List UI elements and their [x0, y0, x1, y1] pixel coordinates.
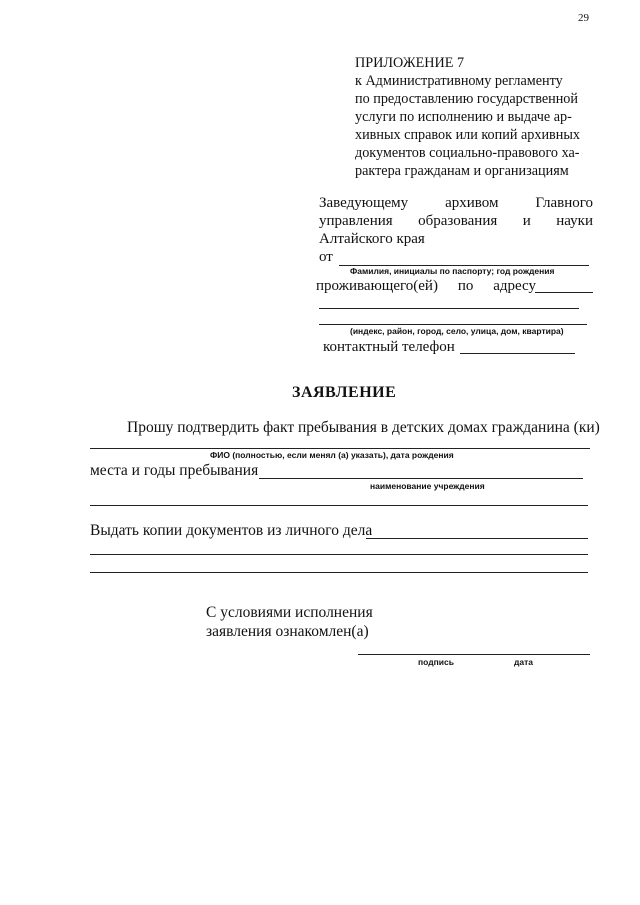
- fio-caption: ФИО (полностью, если менял (а) указать), дата рождения: [210, 450, 454, 460]
- address-field[interactable]: [319, 324, 587, 325]
- institution-caption: наименование учреждения: [370, 481, 485, 491]
- phone-label: контактный телефон: [323, 339, 455, 355]
- acknowledgement-line-2: заявления ознакомлен(а): [206, 623, 369, 640]
- addressee-word: науки: [556, 213, 593, 229]
- appendix-line: документов социально-правового ха-: [355, 145, 580, 161]
- addressee-line-2: [319, 213, 593, 230]
- copies-field[interactable]: [366, 538, 588, 539]
- addressee-word: и: [522, 213, 531, 229]
- places-field[interactable]: [259, 478, 583, 479]
- appendix-heading: ПРИЛОЖЕНИЕ 7: [355, 55, 465, 71]
- date-caption: дата: [514, 657, 534, 667]
- appendix-line: услуги по исполнению и выдаче ар-: [355, 109, 572, 125]
- addressee-word: Главного: [535, 195, 593, 211]
- signature-field[interactable]: [358, 654, 590, 655]
- appendix-line: по предоставлению государственной: [355, 91, 578, 107]
- addressee-word: Заведующему: [319, 195, 409, 211]
- appendix-line: хивных справок или копий архивных: [355, 127, 580, 143]
- request-line: Прошу подтвердить факт пребывания в детских домах гражданина (ки): [127, 419, 600, 436]
- phone-field[interactable]: [460, 353, 575, 354]
- address-field[interactable]: [535, 292, 593, 293]
- addressee-line-1: [319, 195, 593, 212]
- residing-word: проживающего(ей): [316, 278, 438, 294]
- residing-word: адресу: [493, 278, 536, 294]
- from-label: от: [319, 249, 333, 265]
- address-field[interactable]: [319, 308, 579, 309]
- places-field[interactable]: [90, 505, 588, 506]
- addressee-word: управления: [319, 213, 393, 229]
- addressee-word: архивом: [445, 195, 499, 211]
- copies-field[interactable]: [90, 572, 588, 573]
- appendix-line: рактера гражданам и организациям: [355, 163, 569, 179]
- copies-label: Выдать копии документов из личного дела: [90, 522, 373, 539]
- appendix-line: к Административному регламенту: [355, 73, 563, 89]
- page-number: 29: [578, 12, 589, 24]
- statement-title: ЗАЯВЛЕНИЕ: [292, 384, 397, 401]
- acknowledgement-line-1: С условиями исполнения: [206, 604, 373, 621]
- addressee-word: образования: [418, 213, 498, 229]
- fio-field[interactable]: [90, 448, 590, 449]
- places-label: места и годы пребывания: [90, 462, 259, 479]
- copies-field[interactable]: [90, 554, 588, 555]
- residing-word: по: [457, 278, 474, 294]
- address-caption: (индекс, район, город, село, улица, дом, квартира): [350, 326, 564, 336]
- addressee-line-3: Алтайского края: [319, 231, 425, 247]
- signature-caption: подпись: [418, 657, 454, 667]
- residing-label: [316, 278, 536, 295]
- from-caption: Фамилия, инициалы по паспорту; год рождения: [350, 266, 555, 276]
